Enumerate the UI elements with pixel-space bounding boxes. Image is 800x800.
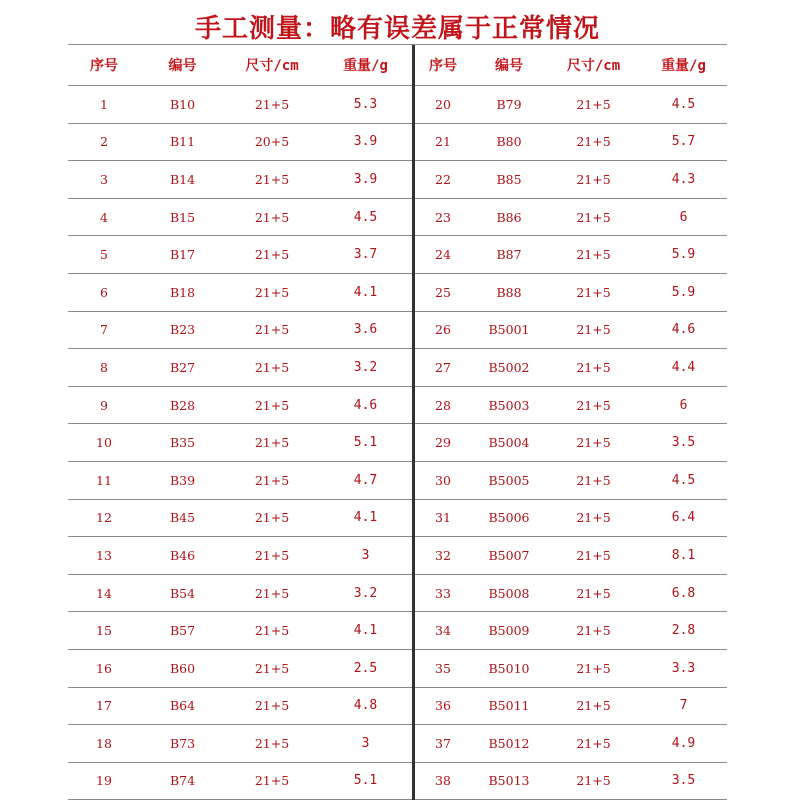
table-row [68,86,412,124]
cell-index: 32 [415,537,471,575]
cell-code: B23 [140,311,225,349]
table-row [415,386,727,424]
cell-index: 19 [68,762,140,800]
cell-index: 29 [415,424,471,462]
cell-code: B5002 [471,349,547,387]
cell-weight: 3.9 [319,123,412,161]
cell-code: B18 [140,273,225,311]
cell-index: 9 [68,386,140,424]
header-size: 尺寸/cm [547,45,640,86]
cell-code: B57 [140,612,225,650]
cell-weight: 3.9 [319,161,412,199]
table-row [415,687,727,725]
cell-size: 21+5 [547,424,640,462]
cell-weight: 5.1 [319,762,412,800]
cell-weight: 4.1 [319,499,412,537]
cell-code: B5006 [471,499,547,537]
cell-weight: 4.6 [319,386,412,424]
cell-size: 21+5 [225,311,319,349]
header-weight: 重量/g [640,45,727,86]
cell-weight: 4.3 [640,161,727,199]
table-row [415,123,727,161]
cell-index: 36 [415,687,471,725]
cell-code: B64 [140,687,225,725]
cell-index: 25 [415,273,471,311]
table-row [68,499,412,537]
cell-index: 35 [415,649,471,687]
cell-code: B5004 [471,424,547,462]
cell-size: 21+5 [547,123,640,161]
cell-weight: 6.8 [640,574,727,612]
cell-weight: 5.7 [640,123,727,161]
cell-code: B54 [140,574,225,612]
cell-code: B39 [140,461,225,499]
cell-size: 21+5 [547,311,640,349]
header-index: 序号 [415,45,471,86]
cell-size: 21+5 [547,273,640,311]
cell-index: 37 [415,725,471,763]
cell-index: 18 [68,725,140,763]
table-row [68,386,412,424]
right-panel [415,45,727,800]
cell-code: B60 [140,649,225,687]
cell-weight: 4.5 [640,86,727,124]
cell-size: 21+5 [225,574,319,612]
cell-size: 21+5 [225,273,319,311]
cell-code: B87 [471,236,547,274]
cell-index: 16 [68,649,140,687]
cell-weight: 5.1 [319,424,412,462]
cell-code: B73 [140,725,225,763]
cell-weight: 3.3 [640,649,727,687]
cell-code: B5010 [471,649,547,687]
right-table-body [415,86,727,800]
cell-index: 38 [415,762,471,800]
cell-size: 21+5 [225,649,319,687]
table-row [68,461,412,499]
cell-code: B11 [140,123,225,161]
left-table [68,45,412,800]
table-row [415,574,727,612]
cell-size: 21+5 [547,499,640,537]
cell-weight: 3.2 [319,349,412,387]
left-panel [68,45,415,800]
cell-weight: 4.1 [319,273,412,311]
cell-weight: 4.4 [640,349,727,387]
header-code: 编号 [140,45,225,86]
cell-index: 14 [68,574,140,612]
cell-size: 21+5 [547,725,640,763]
cell-index: 24 [415,236,471,274]
header-weight: 重量/g [319,45,412,86]
cell-index: 23 [415,198,471,236]
cell-size: 21+5 [225,725,319,763]
cell-size: 21+5 [225,349,319,387]
cell-weight: 8.1 [640,537,727,575]
cell-weight: 4.1 [319,612,412,650]
table-panels [68,45,727,800]
table-row [68,687,412,725]
cell-size: 21+5 [547,236,640,274]
cell-size: 21+5 [547,649,640,687]
cell-weight: 2.8 [640,612,727,650]
cell-code: B35 [140,424,225,462]
cell-size: 21+5 [225,687,319,725]
cell-index: 21 [415,123,471,161]
cell-weight: 6 [640,386,727,424]
table-row [415,349,727,387]
cell-code: B5001 [471,311,547,349]
cell-code: B5007 [471,537,547,575]
cell-size: 21+5 [547,612,640,650]
cell-code: B17 [140,236,225,274]
cell-weight: 2.5 [319,649,412,687]
cell-weight: 6 [640,198,727,236]
cell-weight: 4.8 [319,687,412,725]
cell-size: 21+5 [225,236,319,274]
table-row [68,123,412,161]
cell-weight: 3 [319,537,412,575]
cell-index: 27 [415,349,471,387]
cell-weight: 3.5 [640,762,727,800]
cell-code: B5013 [471,762,547,800]
table-row [68,612,412,650]
table-row [68,273,412,311]
cell-weight: 5.9 [640,273,727,311]
cell-code: B46 [140,537,225,575]
cell-index: 1 [68,86,140,124]
cell-size: 20+5 [225,123,319,161]
table-row [68,311,412,349]
cell-size: 21+5 [547,161,640,199]
cell-size: 21+5 [547,762,640,800]
cell-weight: 3.6 [319,311,412,349]
table-row [415,499,727,537]
cell-index: 7 [68,311,140,349]
cell-weight: 3.5 [640,424,727,462]
cell-weight: 7 [640,687,727,725]
table-row [415,612,727,650]
cell-size: 21+5 [547,537,640,575]
cell-index: 33 [415,574,471,612]
cell-code: B74 [140,762,225,800]
table-row [415,236,727,274]
table-row [415,311,727,349]
cell-size: 21+5 [225,86,319,124]
table-row [68,161,412,199]
cell-size: 21+5 [547,461,640,499]
table-row [68,537,412,575]
cell-index: 15 [68,612,140,650]
cell-code: B88 [471,273,547,311]
table-row [415,762,727,800]
cell-weight: 4.5 [640,461,727,499]
cell-code: B28 [140,386,225,424]
cell-weight: 4.6 [640,311,727,349]
cell-index: 22 [415,161,471,199]
cell-index: 17 [68,687,140,725]
cell-weight: 5.3 [319,86,412,124]
table-row [415,424,727,462]
table-row [415,273,727,311]
cell-code: B86 [471,198,547,236]
cell-index: 12 [68,499,140,537]
cell-code: B5003 [471,386,547,424]
cell-size: 21+5 [547,86,640,124]
table-row [415,86,727,124]
table-row [415,537,727,575]
cell-code: B10 [140,86,225,124]
cell-index: 10 [68,424,140,462]
cell-weight: 4.7 [319,461,412,499]
table-row [68,236,412,274]
cell-index: 2 [68,123,140,161]
cell-index: 4 [68,198,140,236]
measurement-sheet [68,8,727,800]
right-table [415,45,727,800]
cell-size: 21+5 [225,537,319,575]
sheet-title: 手工测量：略有误差属于正常情况 [68,8,727,45]
cell-size: 21+5 [225,161,319,199]
table-row [415,161,727,199]
table-row [415,198,727,236]
cell-weight: 3 [319,725,412,763]
cell-weight: 4.9 [640,725,727,763]
header-row [415,45,727,86]
header-row [68,45,412,86]
cell-weight: 6.4 [640,499,727,537]
cell-code: B5005 [471,461,547,499]
cell-weight: 5.9 [640,236,727,274]
table-row [68,762,412,800]
cell-code: B79 [471,86,547,124]
cell-size: 21+5 [547,574,640,612]
cell-size: 21+5 [547,198,640,236]
cell-index: 28 [415,386,471,424]
cell-size: 21+5 [225,499,319,537]
table-row [415,725,727,763]
cell-code: B80 [471,123,547,161]
cell-size: 21+5 [547,349,640,387]
cell-weight: 3.2 [319,574,412,612]
cell-code: B85 [471,161,547,199]
table-row [68,725,412,763]
cell-size: 21+5 [225,461,319,499]
cell-index: 31 [415,499,471,537]
cell-index: 3 [68,161,140,199]
cell-size: 21+5 [225,762,319,800]
cell-index: 30 [415,461,471,499]
header-index: 序号 [68,45,140,86]
cell-code: B5009 [471,612,547,650]
cell-index: 26 [415,311,471,349]
cell-index: 11 [68,461,140,499]
table-row [68,349,412,387]
cell-index: 20 [415,86,471,124]
left-table-body [68,86,412,800]
cell-code: B5011 [471,687,547,725]
cell-weight: 3.7 [319,236,412,274]
cell-index: 8 [68,349,140,387]
cell-size: 21+5 [547,687,640,725]
table-row [68,424,412,462]
cell-size: 21+5 [547,386,640,424]
table-row [68,649,412,687]
cell-size: 21+5 [225,198,319,236]
cell-code: B5008 [471,574,547,612]
cell-size: 21+5 [225,612,319,650]
cell-code: B15 [140,198,225,236]
cell-weight: 4.5 [319,198,412,236]
table-row [68,198,412,236]
table-row [68,574,412,612]
cell-index: 6 [68,273,140,311]
cell-index: 5 [68,236,140,274]
cell-code: B5012 [471,725,547,763]
cell-size: 21+5 [225,424,319,462]
cell-code: B14 [140,161,225,199]
header-code: 编号 [471,45,547,86]
cell-code: B27 [140,349,225,387]
header-size: 尺寸/cm [225,45,319,86]
table-row [415,649,727,687]
cell-size: 21+5 [225,386,319,424]
cell-code: B45 [140,499,225,537]
cell-index: 13 [68,537,140,575]
table-row [415,461,727,499]
cell-index: 34 [415,612,471,650]
